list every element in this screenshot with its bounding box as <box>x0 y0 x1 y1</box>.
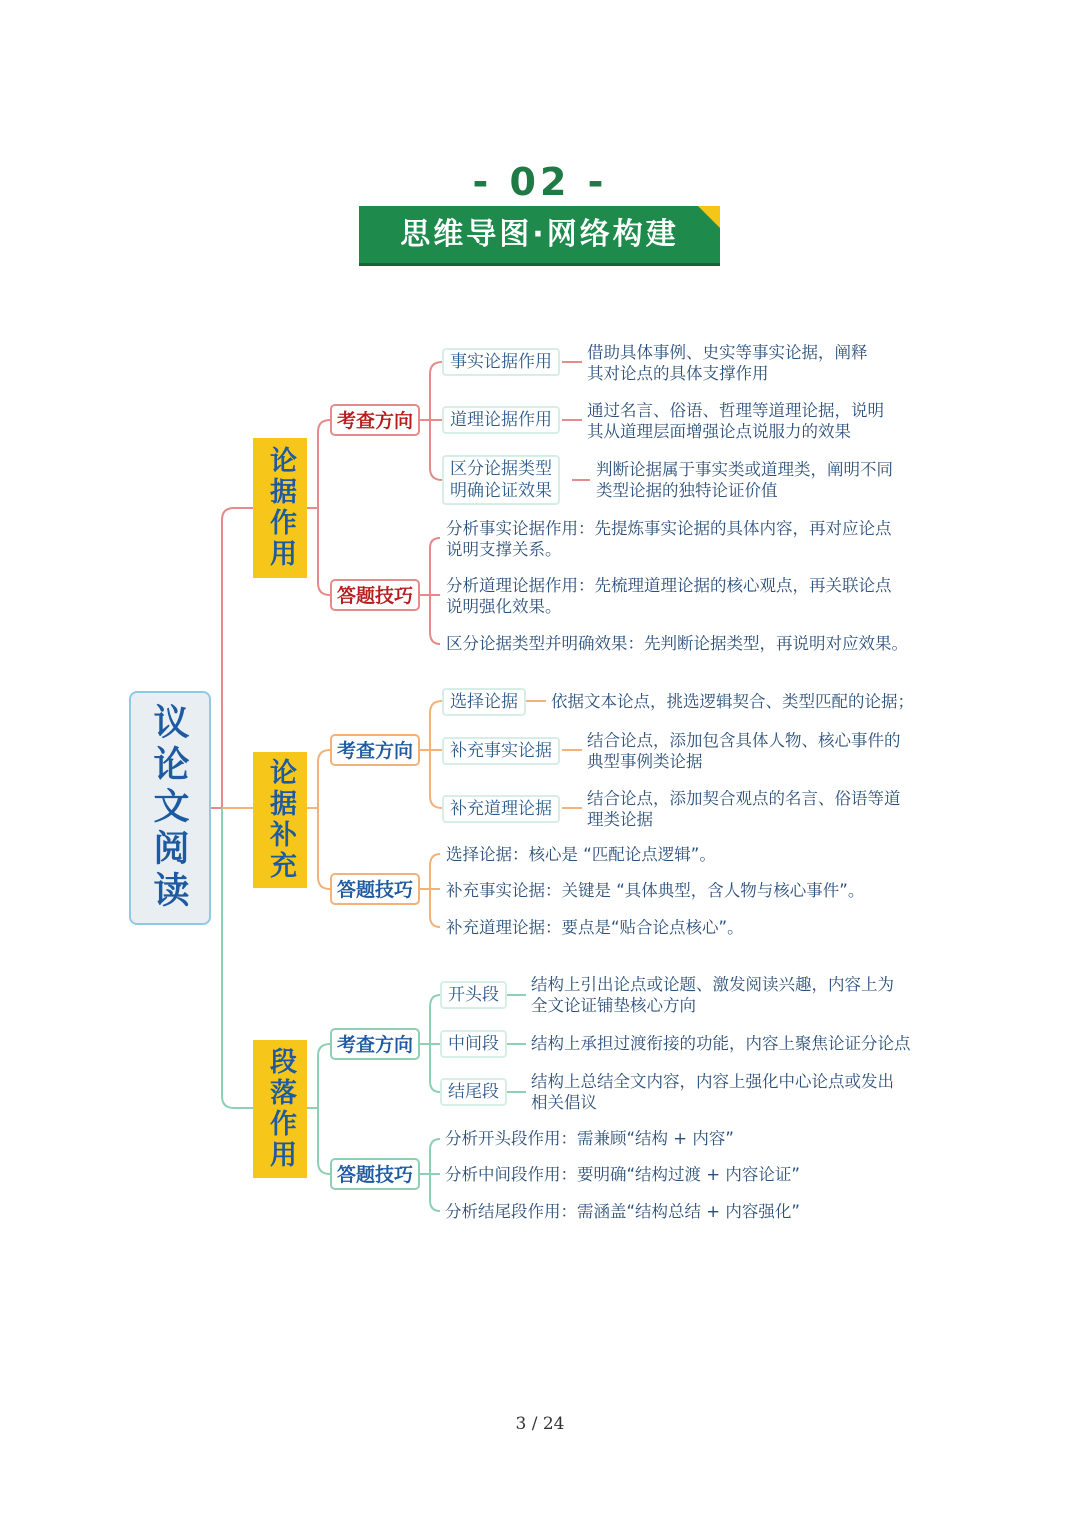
leaf-description: 判断论据属于事实类或道理类，阐明不同 类型论据的独特论证价值 <box>596 460 893 500</box>
tip-item: 分析中间段作用：要明确“结构过渡 + 内容论证” <box>445 1165 800 1184</box>
topic-answer-tips: 答题技巧 <box>330 579 420 611</box>
leaf-description: 通过名言、俗语、哲理等道理论据，说明 其从道理层面增强论点说服力的效果 <box>587 401 884 441</box>
topic-answer-tips: 答题技巧 <box>330 1158 420 1190</box>
topic-exam-direction: 考查方向 <box>330 734 420 766</box>
tip-item: 选择论据：核心是 “匹配论点逻辑”。 <box>446 845 716 864</box>
section-title-banner: 思维导图·网络构建 <box>359 206 720 263</box>
topic-answer-tips: 答题技巧 <box>330 873 420 905</box>
root-node: 议论文阅读 <box>129 691 211 925</box>
leaf-description: 结合论点，添加契合观点的名言、俗语等道 理类论据 <box>587 789 901 829</box>
tip-item: 分析事实论据作用：先提炼事实论据的具体内容，再对应论点 说明支撑关系。 <box>446 519 892 559</box>
sub-node: 补充事实论据 <box>442 737 560 765</box>
tip-item: 分析结尾段作用：需涵盖“结构总结 + 内容强化” <box>445 1202 800 1221</box>
leaf-description: 结构上引出论点或论题、激发阅读兴趣，内容上为 全文论证铺垫核心方向 <box>531 975 894 1015</box>
sub-node: 事实论据作用 <box>442 348 560 376</box>
branch-node-evidence-supplement: 论据补充 <box>253 752 307 888</box>
sub-node: 结尾段 <box>440 1078 507 1106</box>
leaf-description: 结合论点，添加包含具体人物、核心事件的 典型事例类论据 <box>587 731 901 771</box>
section-number: - 02 - <box>472 160 608 204</box>
topic-exam-direction: 考查方向 <box>330 404 420 436</box>
sub-node: 区分论据类型 明确论证效果 <box>442 455 560 505</box>
tip-item: 分析道理论据作用：先梳理道理论据的核心观点，再关联论点 说明强化效果。 <box>446 576 892 616</box>
leaf-description: 依据文本论点，挑选逻辑契合、类型匹配的论据； <box>551 692 914 711</box>
leaf-description: 借助具体事例、史实等事实论据，阐释 其对论点的具体支撑作用 <box>587 343 868 383</box>
leaf-description: 结构上承担过渡衔接的功能，内容上聚焦论证分论点 <box>531 1034 911 1053</box>
leaf-description: 结构上总结全文内容，内容上强化中心论点或发出 相关倡议 <box>531 1072 894 1112</box>
sub-node: 补充道理论据 <box>442 795 560 823</box>
topic-exam-direction: 考查方向 <box>330 1028 420 1060</box>
tip-item: 补充事实论据：关键是 “具体典型，含人物与核心事件”。 <box>446 881 865 900</box>
tip-item: 分析开头段作用：需兼顾“结构 + 内容” <box>445 1129 734 1148</box>
sub-node: 中间段 <box>440 1030 507 1058</box>
branch-node-evidence-function: 论据作用 <box>253 438 307 578</box>
tip-item: 区分论据类型并明确效果：先判断论据类型，再说明对应效果。 <box>446 634 908 653</box>
page-number: 3 / 24 <box>515 1414 565 1434</box>
sub-node: 道理论据作用 <box>442 406 560 434</box>
sub-node: 开头段 <box>440 981 507 1009</box>
branch-node-paragraph-function: 段落作用 <box>253 1040 307 1178</box>
tip-item: 补充道理论据：要点是“贴合论点核心”。 <box>446 918 744 937</box>
banner-corner-decoration <box>698 206 720 228</box>
sub-node: 选择论据 <box>442 688 526 716</box>
